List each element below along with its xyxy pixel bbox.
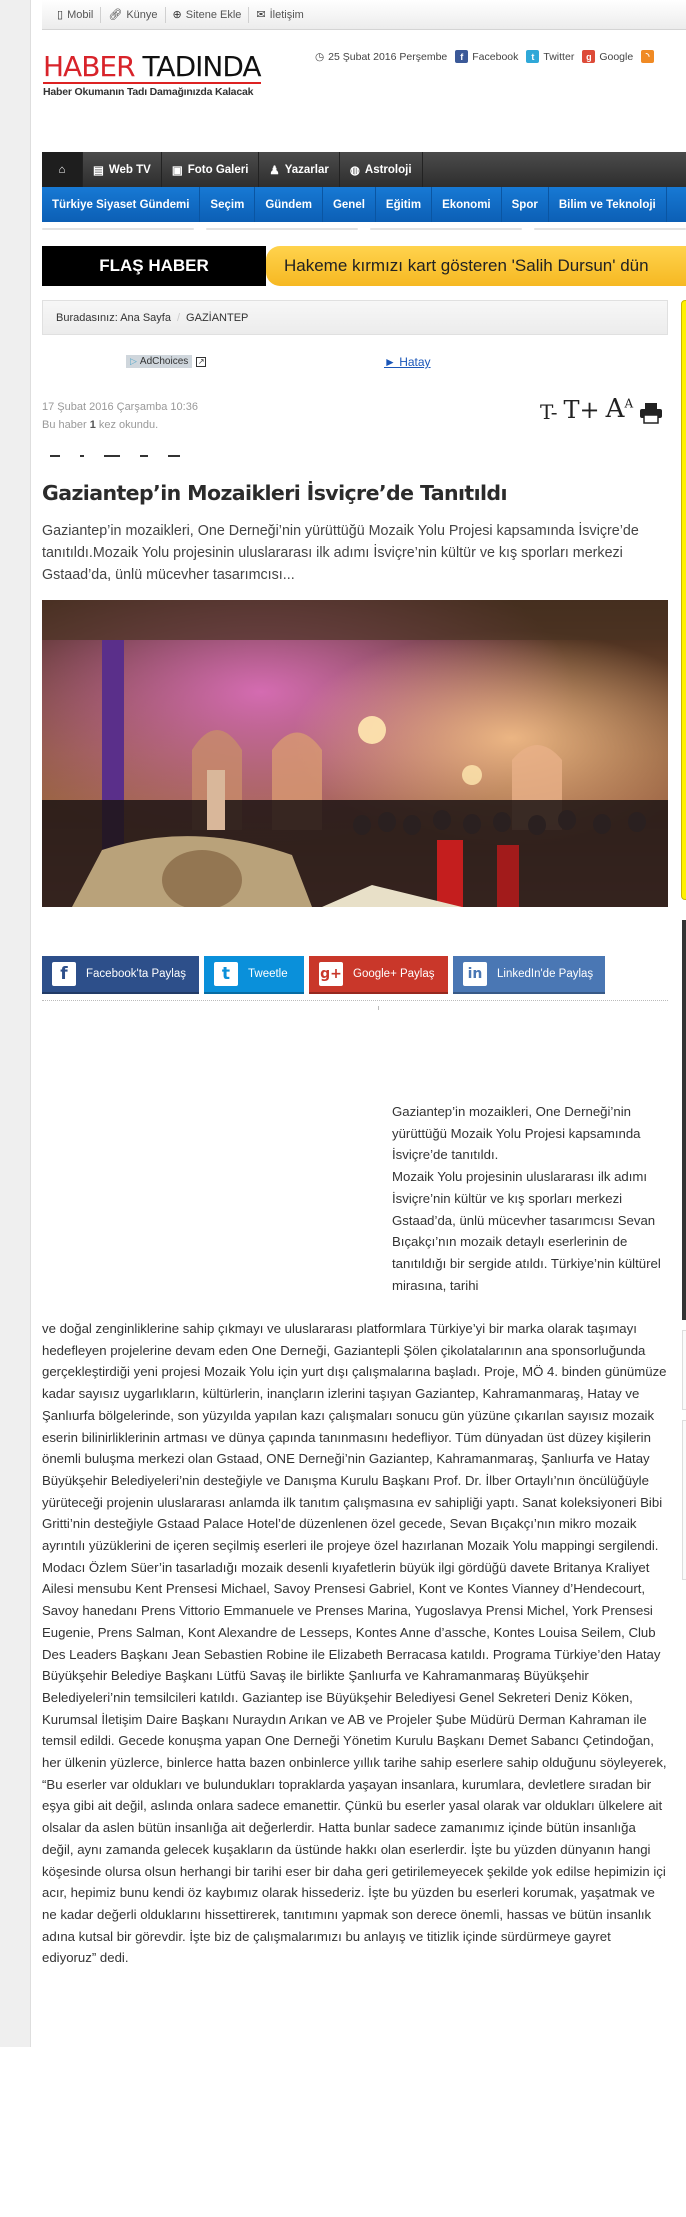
flash-news-label: FLAŞ HABER [42, 246, 266, 286]
google-plus-icon: g+ [319, 962, 343, 986]
top-utility-bar [42, 0, 686, 30]
share-facebook-button[interactable]: f Facebook'ta Paylaş [42, 956, 199, 994]
plus-circle-icon: ⊕ [172, 9, 182, 21]
clock-icon: ◷ [315, 50, 325, 63]
article-meta [42, 398, 198, 434]
print-icon[interactable] [639, 402, 663, 424]
font-reset-button[interactable]: $A^A$ [605, 394, 634, 424]
rss-link[interactable] [641, 50, 654, 63]
topbar-item-iletisim[interactable]: ✉ İletişim [256, 8, 304, 21]
film-icon: ▤ [93, 164, 104, 177]
breadcrumb [42, 300, 668, 335]
sidebar-dark-panel [682, 920, 686, 1320]
google-plus-icon: g [582, 50, 595, 63]
sidebar-box [682, 1330, 686, 1410]
category-nav [42, 187, 686, 222]
share-buttons [42, 956, 605, 994]
linkedin-icon: in [463, 962, 487, 986]
category-turkiye-siyaset[interactable]: Türkiye Siyaset Gündemi [42, 187, 200, 222]
article-title: Gaziantep’in Mozaikleri İsviçre’de Tanıtıldı [42, 481, 507, 505]
share-twitter-button[interactable]: t Tweetle [204, 956, 304, 994]
category-gundem[interactable]: Gündem [255, 187, 323, 222]
topbar-item-sitene-ekle[interactable]: ⊕ Sitene Ekle [166, 7, 250, 23]
twitter-icon: t [526, 50, 539, 63]
nav-web-tv[interactable]: ▤ Web TV [83, 152, 162, 187]
mobile-icon: ▯ [57, 9, 64, 21]
topbar-item-mobil[interactable]: ▯ Mobil [50, 7, 101, 23]
facebook-link[interactable]: f Facebook [455, 50, 518, 63]
font-decrease-button[interactable]: T- [540, 400, 558, 424]
category-secim[interactable]: Seçim [200, 187, 255, 222]
site-logo[interactable] [43, 52, 263, 102]
nav-astroloji[interactable]: ◍ Astroloji [340, 152, 423, 187]
logo-tagline: Haber Okumanın Tadı Damağınızda Kalacak [43, 86, 254, 98]
sidebar-ad-frame [681, 300, 686, 900]
nav-shadow-divider [42, 228, 686, 232]
twitter-link[interactable]: t Twitter [526, 50, 574, 63]
header-info [315, 50, 654, 63]
breadcrumb-separator: / [176, 311, 181, 324]
flash-news-ticker [42, 246, 686, 286]
facebook-icon: f [455, 50, 468, 63]
twitter-icon: t [214, 962, 238, 986]
flash-news-headline[interactable]: Hakeme kırmızı kart gösteren 'Salih Dursun' dün [266, 246, 686, 286]
category-genel[interactable]: Genel [323, 187, 376, 222]
left-gutter [0, 0, 31, 2047]
logo-wordmark: HABER TADINDA [43, 50, 261, 83]
adchoices-badge[interactable]: ▷ AdChoices ↗ [126, 355, 206, 368]
publish-datetime: 17 Şubat 2016 Çarşamba 10:36 [42, 401, 198, 413]
page-bottom-blank [0, 2047, 686, 2217]
font-increase-button[interactable]: T+ [563, 396, 600, 424]
sidebar-box [682, 1420, 686, 1580]
category-egitim[interactable]: Eğitim [376, 187, 432, 222]
globe-icon: ◍ [349, 164, 360, 177]
article-body: ve doğal zenginliklerine sahip çıkmayı ve uluslararası platformlara Türkiye’yi bir marka olarak taşımayı hedefleyen projelerine devam eden One Derneği, Gaziantepli Şölen çikolatalarının ana sponsorluğunda gerçekleştirdiği yeni projesi Mozaik Yolu için yurt dışı çalışmalarına başladı. Proje, MÖ 4. binden günümüze kadar sayısız uygarlıkların, kültürlerin, inançların izlerini taşıyan Gaziantep, Kahramanmaraş, Hatay ve Şanlıurfa bölgelerinde, son yüzyılda yapılan kazı çalışmaları sonucu gün yüzüne çıkarılan sayısız mozaik eserin bilinirliklerinin artması ve dünya çapında tanınmasını hedefliyor. Tüm dünyadan üst düzey kişilerin önemli buluşma merkezi olan Gstaad, ONE Derneği’nin Gaziantep, Kahramanmaraş, Şanlıurfa ve Hatay Büyükşehir Belediyeleri’nin desteğiyle ve Danışma Kurulu Başkanı Prof. Dr. İlber Ortaylı’nın öncülüğüyle yürüteceği projenin uluslararası anlamda ilk tanıtım çalışmasına ev sahipliği yaptı. Sanat koleksiyoneri Bibi Gritti’nin desteğiyle Gstaad Palace Hotel’de düzenlenen özel gecede, Sevan Bıçakçı’nın mikro mozaik ayrıntılı yüzüklerini de içeren seçilmiş eserleri ile projeye özel hazırlanan Mozaik Yolu mappingi sergilendi. Modacı Özlem Süer’in tasarladığı mozaik desenli kıyafetlerin büyük ilgi gördüğü davete Britanya Kraliyet Ailesi mensubu Kent Prensesi Michael, Savoy Prensesi Gabriel, Kont ve Kontes Vianney d’Hendecourt, Savoy hanedanı Prens Vittorio Emmanuele ve Prenses Marina, Yugoslavya Prensi Michel, York Prensesi Eugenie, Prens Salman, Kont Alexandre de Lesseps, Kontes Anne d’assche, Kontes Louisa Seilem, Club Des Leaders Başkanı Jean Sebastien Robine ile Elizabeth Berracasa katıldı. Programa Türkiye’den Hatay Büyükşehir Belediye Başkanı Lütfü Savaş ile birlikte Şanlıurfa ve Kahramanmaraş Büyükşehir Belediyeleri’nin temsilcileri katıldı. Gaziantep ise Büyükşehir Belediyesi Genel Sekreteri Deniz Köken, Kurumsal İletişim Daire Başkanı Nuraydın Arıkan ve AB ve Projeler Şube Müdürü Derman Kahraman ile temsil edildi. Gecede konuşma yapan One Derneği Yönetim Kurulu Başkanı Demet Sabancı Çetindoğan, her ülkenin yüzlerce, binlerce hatta bazen onbinlerce yıllık tarihe sahip eserlere sahip olduğunu söyleyerek, “Bu eserler var oldukları ve bulundukları topraklarda yaşayan insanlara, kurumlara, devletlere sıradan bir eşya gibi ait değil, aslında onlara sadece emanettir. Çünkü bu eserler yasal olarak var oldukları ülkelere ait olsalar da aslen bütün insanlığa ait değerlerdir. Hatta bunlar sadece zamanımız içinde bütün insanlığa değil, aynı zamanda gelecek kuşakların da üstünde hakkı olan eserlerdir. İşte bu yüzden dünyanın hangi köşesinde olursa olsun herhangi bir tarihi eser bir daha geri getirilemeyecek şekilde yok edilse hepimizin içi acır, hepimiz bunu kendi öz kaybımız olarak hissederiz. İşte bu yüzden bu eserleri korumak, yaşatmak ve ne kadar değerli olduklarını hissettirerek, tanıtımını yapmak son derece önemli, hassas ve bütün insanlık adına kutsal bir görevdir. İşte biz de çalışmalarımızı bu anlayış ve titizlik içinde sürdürmeye gayret ediyoruz” dedi. [42, 1321, 667, 1966]
article-photo [42, 600, 668, 907]
breadcrumb-current[interactable]: GAZİANTEP [186, 311, 249, 324]
category-spor[interactable]: Spor [502, 187, 549, 222]
home-icon: ⌂ [58, 163, 66, 176]
main-nav [42, 152, 686, 187]
picture-icon: ▣ [171, 164, 183, 177]
breadcrumb-home[interactable]: Ana Sayfa [120, 311, 171, 324]
divider-tick [378, 1006, 379, 1010]
external-link-icon: ↗ [197, 356, 205, 366]
link-icon: 🔗︎ [108, 9, 123, 21]
nav-yazarlar[interactable]: ♟ Yazarlar [259, 152, 339, 187]
nav-home[interactable] [42, 152, 83, 187]
category-ekonomi[interactable]: Ekonomi [432, 187, 502, 222]
category-bilim-teknoloji[interactable]: Bilim ve Teknoloji [549, 187, 667, 222]
google-link[interactable]: g Google [582, 50, 633, 63]
facebook-icon: f [52, 962, 76, 986]
user-icon: ♟ [269, 164, 280, 177]
topbar-item-kunye[interactable]: 🔗︎ Künye [101, 7, 165, 23]
font-tools [540, 394, 663, 424]
clipped-text-artifact [50, 455, 250, 459]
adchoices-icon: ▷ [130, 356, 137, 366]
article-summary: Gaziantep’in mozaikleri, One Derneği’nin yürüttüğü Mozaik Yolu Projesi kapsamında İsviçre’de tanıtıldı.Mozaik Yolu projesinin uluslararası ilk adımı İsviçre’nin kültür ve kış sporları merkezi Gstaad’da, ünlü mücevher tasarımcısı... [42, 523, 639, 583]
breadcrumb-prefix: Buradasınız: Ana Sayfa [56, 311, 171, 324]
nav-foto-galeri[interactable]: ▣ Foto Galeri [162, 152, 260, 187]
envelope-icon: ✉ [256, 9, 266, 21]
ad-link-hatay[interactable]: ► Hatay [384, 355, 431, 369]
share-divider [42, 1000, 668, 1001]
article-body-intro: Gaziantep’in mozaikleri, One Derneği’nin yürüttüğü Mozaik Yolu Projesi kapsamında İsviçre’de tanıtıldı. Mozaik Yolu projesinin uluslararası ilk adımı İsviçre’nin kültür ve kış sporları merkezi Gstaad’da, ünlü mücevher tasarımcısı Sevan Bıçakçı’nın mozaik detaylı eserlerinin de tanıtıldığı bir sergide atıldı. Türkiye’nin kültürel mirasına, tarihi [392, 1104, 661, 1293]
current-date: ◷ 25 Şubat 2016 Perşembe [315, 50, 448, 63]
rss-icon: ◝ [641, 50, 654, 63]
share-google-plus-button[interactable]: g+ Google+ Paylaş [309, 956, 448, 994]
share-linkedin-button[interactable]: in LinkedIn'de Paylaş [453, 956, 605, 994]
read-count: Bu haber 1 kez okundu. [42, 419, 159, 431]
